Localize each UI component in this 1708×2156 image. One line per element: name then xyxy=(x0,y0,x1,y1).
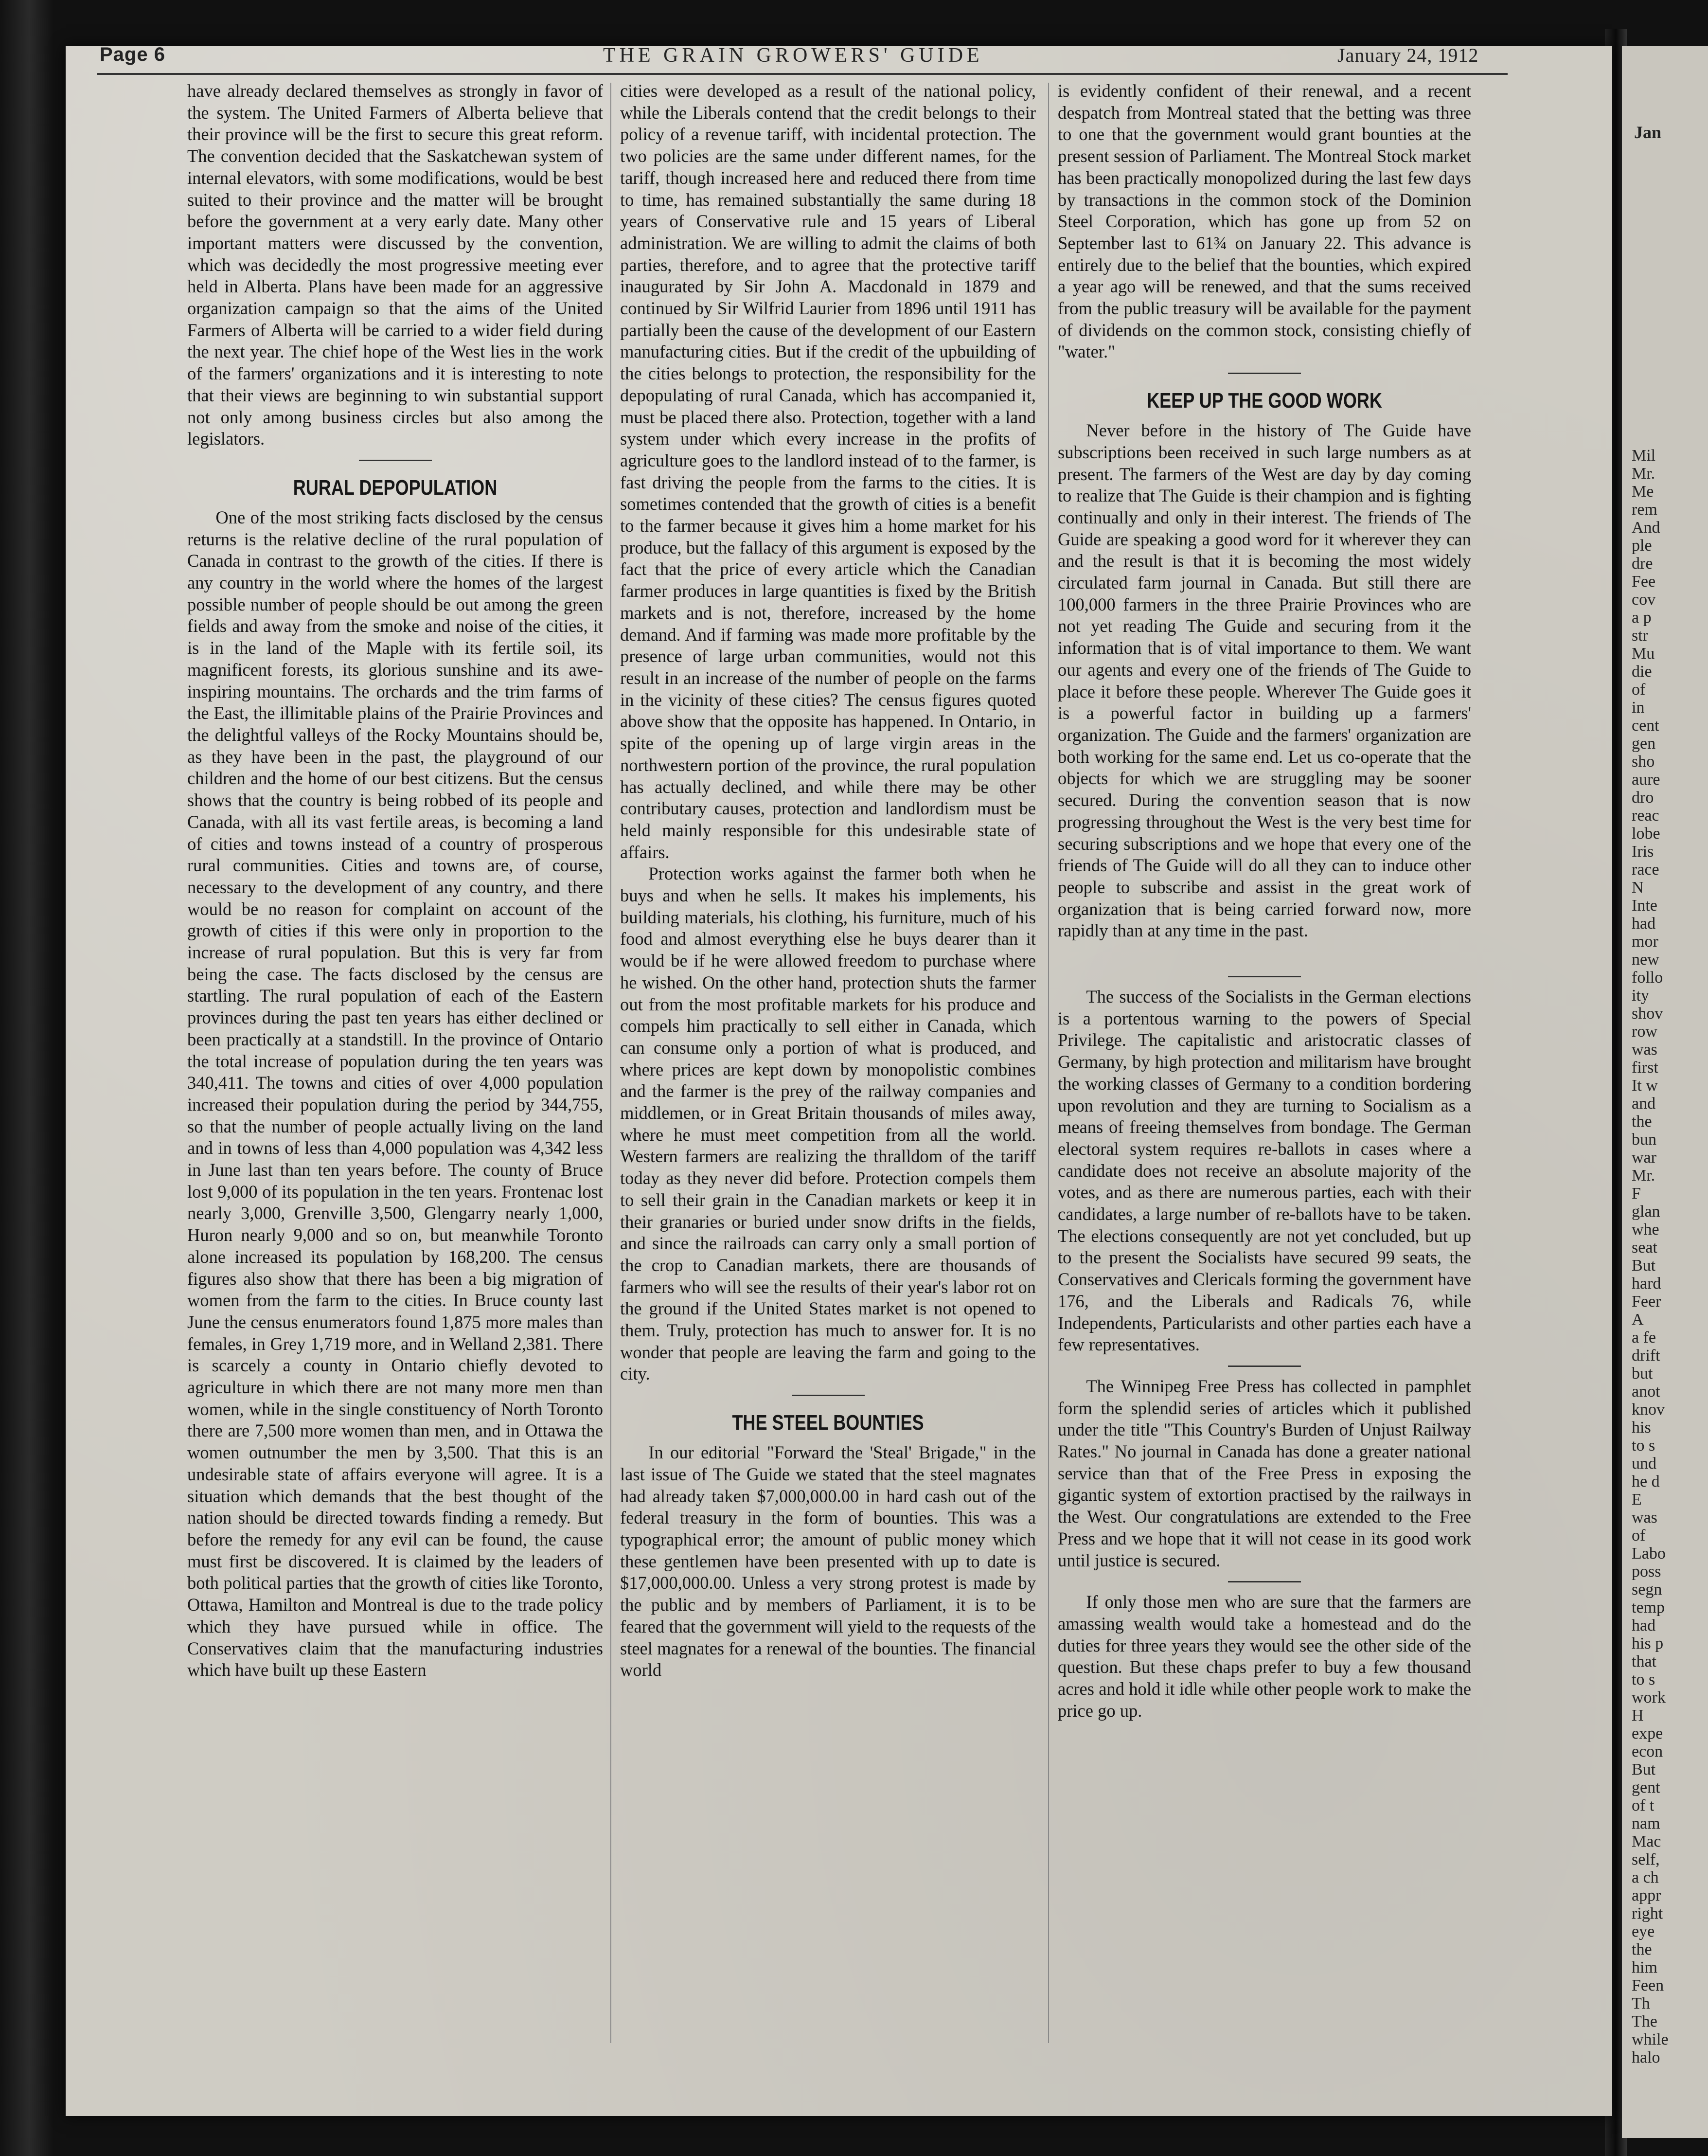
adjacent-text-fragment: mor xyxy=(1632,933,1658,951)
adjacent-text-fragment: Mil xyxy=(1632,447,1656,465)
adjacent-text-fragment: first xyxy=(1632,1059,1658,1077)
column-1 xyxy=(187,80,603,2041)
adjacent-text-fragment: seat xyxy=(1632,1239,1657,1257)
adjacent-text-fragment: str xyxy=(1632,627,1648,645)
section-divider xyxy=(1228,373,1301,374)
adjacent-text-fragment: he d xyxy=(1632,1473,1660,1491)
adjacent-text-fragment: die xyxy=(1632,663,1652,681)
adjacent-text-fragment: that xyxy=(1632,1653,1656,1671)
adjacent-text-fragment: Me xyxy=(1632,483,1654,501)
adjacent-text-fragment: dre xyxy=(1632,555,1653,573)
adjacent-text-fragment: The xyxy=(1632,2012,1657,2030)
adjacent-text-fragment: A xyxy=(1632,1311,1644,1329)
adjacent-text-fragment: his xyxy=(1632,1419,1651,1437)
adjacent-text-fragment: had xyxy=(1632,915,1656,933)
adjacent-text-fragment: reac xyxy=(1632,807,1659,825)
section-divider xyxy=(1228,976,1301,977)
issue-date: January 24, 1912 xyxy=(1337,44,1479,66)
article-paragraph: The Winnipeg Free Press has collected in pamphlet form the splendid series of articles which it published under the title "This Country's Burden of Unjust Railway Rates." No journal in Canada has done a greater national service than that of the Free Press in exposing the gigantic system of extortion practised by the railways in the West. Our congratulations are extended to the Free Press and we hope that it will not cease in its good work until justice is secured. xyxy=(1058,1376,1471,1570)
adjacent-text-fragment: glan xyxy=(1632,1203,1660,1221)
adjacent-text-fragment: a fe xyxy=(1632,1329,1656,1347)
section-divider xyxy=(1228,1581,1301,1582)
adjacent-text-fragment: knov xyxy=(1632,1401,1665,1419)
adjacent-text-fragment: war xyxy=(1632,1149,1656,1167)
header-rule xyxy=(97,73,1508,75)
adjacent-text-fragment: und xyxy=(1632,1455,1656,1473)
article-paragraph: have already declared themselves as strongly in favor of the system. The United Farmers of Alberta believe that their province will be the first to secure this great reform. The convention decided that the Saskatchewan system of internal elevators, with some modifications, would be best suited to their province and the matter will be brought before the government at a very early date. Many other important matters were discussed by the convention, which was decidedly the most progressive meeting ever held in Alberta. Plans have been made for an aggressive organization campaign so that the aims of the United Farmers of Alberta will be carried to a wider field during the next year. The chief hope of the West lies in the work of the farmers' organizations and it is interesting to note that their views are beginning to win substantial support not only among business circles but also among the legislators. xyxy=(187,81,603,449)
adjacent-text-fragment: follo xyxy=(1632,969,1663,987)
adjacent-page-edge xyxy=(1622,46,1708,2138)
adjacent-text-fragment: him xyxy=(1632,1958,1657,1976)
adjacent-text-fragment: his p xyxy=(1632,1635,1664,1653)
adjacent-text-fragment: bun xyxy=(1632,1131,1656,1149)
adjacent-text-fragment: of xyxy=(1632,681,1646,699)
article-paragraph: If only those men who are sure that the farmers are amassing wealth would take a homestead and do the duties for three years they would see the other side of the question. But these chaps prefer to buy a few thousand acres and hold it idle while other people work to make the price go up. xyxy=(1058,1592,1471,1721)
adjacent-text-fragment: dro xyxy=(1632,789,1654,807)
adjacent-text-fragment: segn xyxy=(1632,1581,1662,1599)
adjacent-text-fragment: eye xyxy=(1632,1922,1655,1940)
adjacent-text-fragment: drift xyxy=(1632,1347,1660,1365)
adjacent-text-fragment: new xyxy=(1632,951,1659,969)
adjacent-text-fragment: expe xyxy=(1632,1725,1663,1743)
adjacent-text-fragment: a p xyxy=(1632,609,1652,627)
adjacent-text-fragment: H xyxy=(1632,1707,1644,1725)
adjacent-text-fragment: the xyxy=(1632,1113,1652,1131)
adjacent-text-fragment: shov xyxy=(1632,1005,1663,1023)
adjacent-text-fragment: E xyxy=(1632,1491,1642,1509)
headline-rural-depopulation: RURAL DEPOPULATION xyxy=(293,475,498,500)
adjacent-text-fragment: ity xyxy=(1632,987,1649,1005)
adjacent-text-fragment: Feen xyxy=(1632,1976,1664,1994)
adjacent-text-fragment: self, xyxy=(1632,1851,1660,1869)
adjacent-text-fragment: N xyxy=(1632,879,1644,897)
adjacent-text-fragment: and xyxy=(1632,1095,1656,1113)
article-paragraph: In our editorial "Forward the 'Steal' Brigade," in the last issue of The Guide we stated that the steel magnates had already taken $7,000,000.00 in hard cash out of the federal treasury in the form of bounties. This was a typographical error; the amount of public money which these gentlemen have been presented with up to date is $17,000,000.00. Unless a very strong protest is made by the public and by members of Parliament, it is to be feared that the government will yield to the requests of the steel magnates for a renewal of the bounties. The financial world xyxy=(620,1442,1036,1680)
adjacent-page-header: Jan xyxy=(1634,123,1662,142)
column-divider xyxy=(610,83,611,2043)
article-paragraph: is evidently confident of their renewal, and a recent despatch from Montreal stated that the betting was three to one that the government would grant bounties at the present session of Parliament. The Montreal Stock market has been practically monopolized during the last few days by transactions in the common stock of the Dominion Steel Corporation, which has gone up from 52 on September last to 61¾ on January 22. This advance is entirely due to the belief that the bounties, which expired a year ago will be renewed, and that the sums received from the public treasury will be available for the payment of dividends on the common stock, consisting chiefly of "water." xyxy=(1058,81,1471,362)
adjacent-text-fragment: ple xyxy=(1632,537,1652,555)
adjacent-text-fragment: of t xyxy=(1632,1797,1655,1815)
article-paragraph: Protection works against the farmer both when he buys and when he sells. It makes his implements, his building materials, his clothing, his furniture, much of his food and almost everything else he buys dearer than it would be if he were allowed freedom to purchase where he wished. On the other hand, protection shuts the farmer out from the most profitable markets for his produce and compels him practically to sell either in Canada, which can consume only a portion of what is produced, and where prices are kept down by monopolistic combines and the farmer is the prey of the railway companies and middlemen, or in Great Britain thousands of miles away, where he must meet competition from all the world. Western farmers are realizing the thralldom of the tariff today as they never did before. Protection compels them to sell their grain in the Canadian markets or keep it in their granaries or buried under snow drifts in the fields, and since the railroads can carry only a small portion of the crop to Canadian markets, there are thousands of farmers who will see the results of their year's labor rot on the ground if the United States market is not opened to them. Truly, protection has much to answer for. It is no wonder that people are leaving the farm and going to the city. xyxy=(620,863,1036,1384)
adjacent-text-fragment: to s xyxy=(1632,1437,1655,1455)
adjacent-text-fragment: gen xyxy=(1632,735,1656,753)
adjacent-text-fragment: Mr. xyxy=(1632,465,1655,483)
adjacent-text-fragment: Labo xyxy=(1632,1545,1666,1563)
adjacent-text-fragment: row xyxy=(1632,1023,1657,1041)
article-paragraph: Never before in the history of The Guide have subscriptions been received in such large numbers as at present. The farmers of the West are day by day coming to realize that The Guide is their champion and is fighting continually and only in their interest. The friends of The Guide are speaking a good word for it wherever they can and the result is that it is becoming the most widely circulated farm journal in Canada. But still there are 100,000 farmers in the three Prairie Provinces who are not yet reading The Guide and securing from it the information that is of vital importance to them. We want our agents and every one of the friends of The Guide to place it before these people. Wherever The Guide goes it is a powerful factor in building up a farmers' organization. The Guide and the farmers' organization are both working for the same end. Let us co-operate that the objects for which we are struggling may be sooner secured. During the convention season that is now progressing throughout the West is the very best time for securing subscriptions and we hope that every one of the friends of The Guide will do all they can to induce other people to subscribe and assist in the great work of organization that is being carried forward now, more rapidly than at any time in the past. xyxy=(1058,420,1471,941)
adjacent-text-fragment: aure xyxy=(1632,771,1660,789)
adjacent-text-fragment: but xyxy=(1632,1365,1653,1383)
column-divider xyxy=(1048,83,1049,2043)
adjacent-text-fragment: anot xyxy=(1632,1383,1660,1401)
adjacent-text-fragment: Feer xyxy=(1632,1293,1661,1311)
adjacent-text-fragment: was xyxy=(1632,1509,1657,1527)
adjacent-text-fragment: lobe xyxy=(1632,825,1660,843)
adjacent-text-fragment: to s xyxy=(1632,1671,1655,1689)
article-paragraph: One of the most striking facts disclosed by the census returns is the relative decline of the rural population of Canada in contrast to the growth of the cities. If there is any country in the world where the homes of the largest possible number of people should be out among the green fields and away from the smoke and noise of the cities, it is in the land of the Maple with its fertile soil, its magnificent forests, its glorious sunshine and its awe-inspiring mountains. The orchards and the trim farms of the East, the illimitable plains of the Prairie Provinces and the delightful valleys of the Rocky Mountains should be, as they have been in the past, the playground of our children and the home of our best citizens. But the census shows that the country is being robbed of its people and Canada, with all its vast fertile areas, is becoming a land of cities and towns instead of a country of prosperous rural communities. Cities and towns are, of course, necessary to the development of any country, and there would be no reason for complaint on account of the growth of cities if this were only in proportion to the increase of rural population. But this is very far from being the case. The facts disclosed by the census are startling. The rural population of each of the Eastern provinces during the past ten years has either declined or been practically at a standstill. In the province of Ontario the total increase of population during the ten years was 340,411. The towns and cities of over 4,000 population increased their population during the period by 344,755, so that the number of people actually living on the land and in towns of less than 4,000 population was 4,342 less in June last than ten years before. The county of Bruce lost 9,000 of its population in the ten years. Frontenac lost nearly 3,000, Grenville 3,500, Glengarry nearly 1,000, Huron nearly 9,000 and so on, but meanwhile Toronto alone increased its population by 168,200. The census figures also show that there has been a big migration of women from the farm to the cities. In Bruce county last June the census enumerators found 1,875 more males than females, in Grey 1,719 more, and in Welland 2,381. There is scarcely a county in Ontario chiefly devoted to agriculture in which there are not many more men than women, while in the single constituency of North Toronto there are 7,500 more women than men, and in Ottawa the women outnumber the men by 3,500. That this is an undesirable state of affairs everyone will agree. It is a situation which demands that the best thought of the nation should be directed towards finding a remedy. But before the remedy for any evil can be found, the cause must first be discovered. It is claimed by the leaders of both political parties that the growth of cities like Toronto, Ottawa, Hamilton and Montreal is due to the trade policy which they have pursued while in office. The Conservatives claim that the manufacturing industries which have built up these Eastern xyxy=(187,507,603,1680)
adjacent-text-fragment: race xyxy=(1632,861,1659,879)
adjacent-text-fragment: econ xyxy=(1632,1743,1663,1761)
adjacent-text-fragment: was xyxy=(1632,1041,1657,1059)
adjacent-text-fragment: Iris xyxy=(1632,843,1654,861)
adjacent-text-fragment: the xyxy=(1632,1940,1652,1958)
article-paragraph: The success of the Socialists in the German elections is a portentous warning to the powers of Special Privilege. The capitalistic and aristocratic classes of Germany, by high protection and militarism have brought the working classes of Germany to a condition bordering upon revolution and they are turning to Socialism as a means of freeing themselves from bondage. The German electoral system requires re-ballots in cases where a candidate does not receive an absolute majority of the votes, and as there are numerous parties, each with their candidates, a large number of re-ballots have to be taken. The elections consequently are not yet concluded, but up to the present the Socialists have secured 99 seats, the Conservatives and Clericals forming the government have 176, and the Liberals and Radicals 76, while Independents, Particularists and other parties each have a few representatives. xyxy=(1058,987,1471,1355)
adjacent-text-fragment: of xyxy=(1632,1527,1646,1545)
adjacent-text-fragment: appr xyxy=(1632,1886,1661,1904)
adjacent-text-fragment: It w xyxy=(1632,1077,1658,1095)
adjacent-text-fragment: right xyxy=(1632,1904,1663,1922)
adjacent-text-fragment: Mac xyxy=(1632,1833,1661,1851)
adjacent-text-fragment: Inte xyxy=(1632,897,1657,915)
publication-title: THE GRAIN GROWERS' GUIDE xyxy=(603,44,983,67)
adjacent-text-fragment: poss xyxy=(1632,1563,1661,1581)
adjacent-text-fragment: cent xyxy=(1632,717,1659,735)
adjacent-text-fragment: sho xyxy=(1632,753,1655,771)
adjacent-text-fragment: had xyxy=(1632,1617,1656,1635)
adjacent-text-fragment: whe xyxy=(1632,1221,1659,1239)
column-2 xyxy=(620,80,1036,2041)
adjacent-text-fragment: a ch xyxy=(1632,1869,1659,1886)
page-number: Page 6 xyxy=(100,44,165,65)
adjacent-text-fragment: Fee xyxy=(1632,573,1656,591)
adjacent-text-fragment: hard xyxy=(1632,1275,1661,1293)
adjacent-text-fragment: gent xyxy=(1632,1779,1660,1797)
column-3 xyxy=(1058,80,1471,1721)
headline-keep-up-good-work: KEEP UP THE GOOD WORK xyxy=(1147,389,1382,413)
adjacent-text-fragment: Mu xyxy=(1632,645,1655,663)
adjacent-text-fragment: And xyxy=(1632,519,1660,537)
adjacent-text-fragment: work xyxy=(1632,1689,1666,1707)
section-divider xyxy=(792,1395,865,1396)
adjacent-text-fragment: But xyxy=(1632,1257,1656,1275)
section-divider xyxy=(1228,1365,1301,1367)
adjacent-text-fragment: while xyxy=(1632,2030,1669,2048)
adjacent-text-fragment: Mr. xyxy=(1632,1167,1655,1185)
adjacent-text-fragment: cov xyxy=(1632,591,1656,609)
adjacent-text-fragment: F xyxy=(1632,1185,1641,1203)
adjacent-text-fragment: But xyxy=(1632,1761,1656,1779)
adjacent-text-fragment: temp xyxy=(1632,1599,1665,1617)
adjacent-text-fragment: rem xyxy=(1632,501,1657,519)
adjacent-text-fragment: Th xyxy=(1632,1994,1650,2012)
adjacent-text-fragment: in xyxy=(1632,699,1645,717)
section-divider xyxy=(359,460,432,461)
headline-steel-bounties: THE STEEL BOUNTIES xyxy=(732,1411,924,1435)
article-paragraph: cities were developed as a result of the national policy, while the Liberals contend that the credit belongs to their policy of a revenue tariff, with incidental protection. The two policies are the same under different names, for the tariff, though increased here and reduced there from time to time, has remained substantially the same during 18 years of Conservative rule and 15 years of Liberal administration. We are willing to admit the claims of both parties, therefore, and to agree that the protective tariff inaugurated by Sir John A. Macdonald in 1879 and continued by Sir Wilfrid Laurier from 1896 until 1911 has partially been the cause of the development of our Eastern manufacturing cities. But if the credit of the upbuilding of the cities belongs to protection, the responsibility for the depopulating of rural Canada, which has accompanied it, must be placed there also. Protection, together with a land system under which every increase in the profits of agriculture goes to the landlord instead of to the farmer, is fast driving the people from the farms to the cities. It is sometimes contended that the growth of cities is a benefit to the farmer because it gives him a home market for his produce, but the fallacy of this argument is exposed by the fact that the price of every article which the Canadian farmer produces in large quantities is fixed by the British markets and is not, therefore, increased by the home demand. And if farming was made more profitable by the presence of large urban communities, would not this result in an increase of the number of people on the farms in the vicinity of these cities? The census figures quoted above show that the opposite has happened. In Ontario, in spite of the opening up of large virgin areas in the northwestern portion of the province, the rural population has actually declined, and while there may be other contributary causes, protection and landlordism must be held mainly responsible for this undesirable state of affairs. xyxy=(620,81,1036,862)
adjacent-text-fragment: halo xyxy=(1632,2048,1660,2066)
adjacent-text-fragment: nam xyxy=(1632,1815,1660,1833)
